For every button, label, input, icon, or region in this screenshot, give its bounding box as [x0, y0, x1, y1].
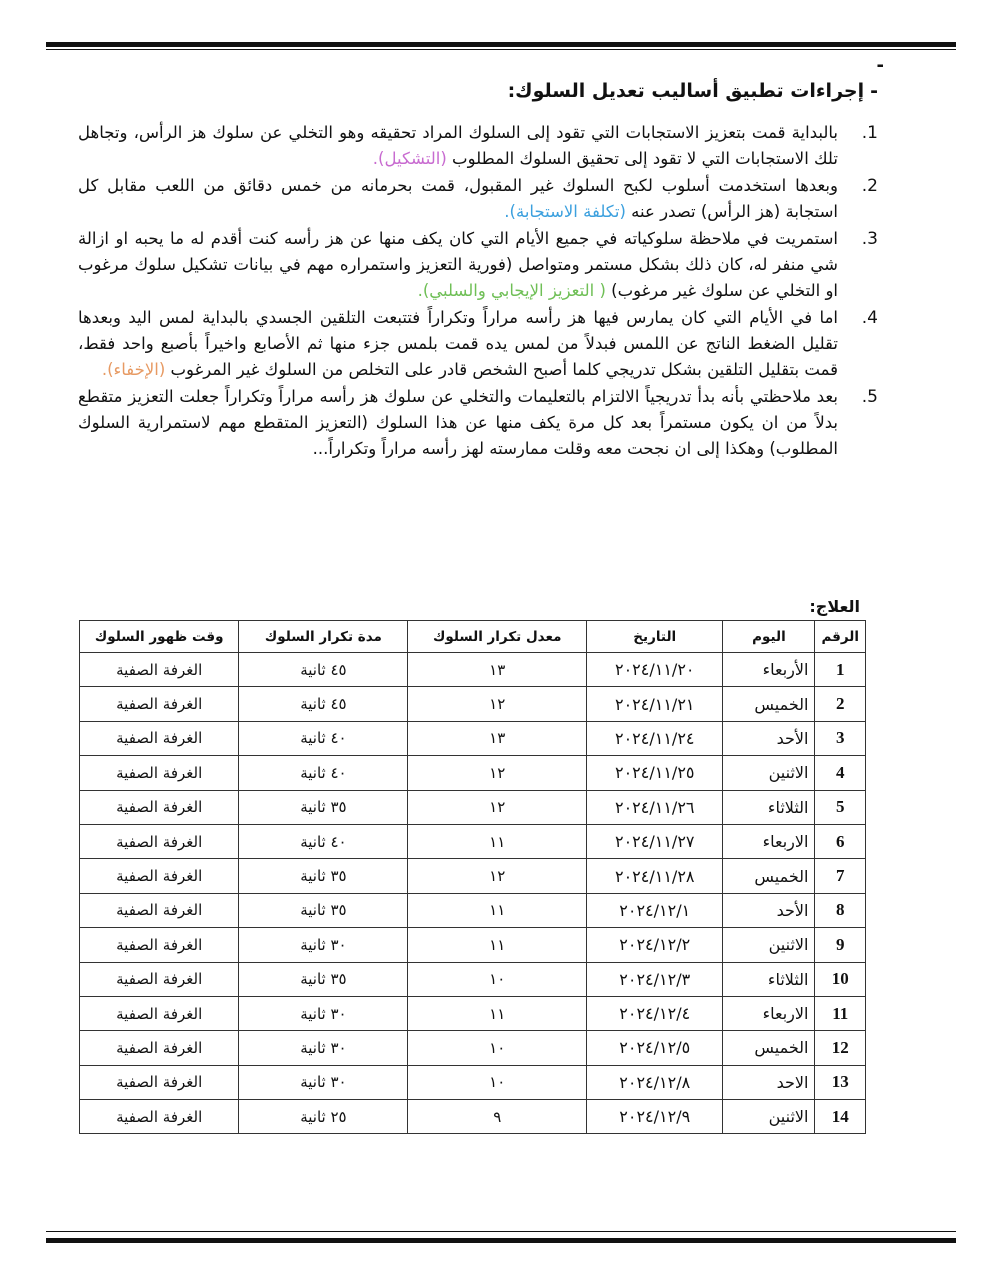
- cell-day: الأحد: [723, 721, 815, 755]
- cell-day: الاربعاء: [723, 996, 815, 1030]
- cell-time: الغرفة الصفية: [80, 687, 239, 721]
- cell-date: ٢٠٢٤/١٢/٤: [587, 996, 723, 1030]
- cell-frequency: ١٢: [408, 790, 587, 824]
- step-text: بعد ملاحظتي بأنه بدأ تدريجياً الالتزام بالتعليمات والتخلي عن سلوك هز رأسه مراراً وتكراراً جعلت التعزيز متقطع بدلاً من ان يكون مستمراً بعد كل مرة يكف منها عن هذا السلوك (التعزيز المتقطع مهم لاستمرارية السلوك المطلوب) وهكذا إلى ان نجحت معه وقلت ممارسته لهز رأسه مراراً وتكراراً...: [78, 387, 838, 458]
- cell-duration: ٣٠ ثانية: [239, 1031, 408, 1065]
- cell-duration: ٢٥ ثانية: [239, 1100, 408, 1134]
- cell-number: 4: [815, 756, 866, 790]
- cell-number: 6: [815, 824, 866, 858]
- cell-number: 10: [815, 962, 866, 996]
- cell-frequency: ١١: [408, 893, 587, 927]
- procedure-steps: [78, 120, 878, 462]
- cell-frequency: ١١: [408, 928, 587, 962]
- table-row: [80, 1100, 866, 1134]
- table-row: [80, 1031, 866, 1065]
- table-row: [80, 928, 866, 962]
- cell-frequency: ١٠: [408, 962, 587, 996]
- cell-time: الغرفة الصفية: [80, 996, 239, 1030]
- table-row: [80, 721, 866, 755]
- cell-frequency: ١٣: [408, 653, 587, 687]
- step-item: [78, 384, 878, 462]
- behavior-log-table: [79, 620, 866, 1134]
- cell-duration: ٤٠ ثانية: [239, 756, 408, 790]
- cell-day: الاثنين: [723, 756, 815, 790]
- table-body: [80, 653, 866, 1134]
- cell-frequency: ١٠: [408, 1065, 587, 1099]
- cell-number: 1: [815, 653, 866, 687]
- cell-date: ٢٠٢٤/١١/٢٥: [587, 756, 723, 790]
- cell-number: 3: [815, 721, 866, 755]
- table-header-row: [80, 621, 866, 653]
- table-row: [80, 824, 866, 858]
- cell-day: الخميس: [723, 687, 815, 721]
- step-item: [78, 226, 878, 304]
- section-heading: [78, 80, 878, 102]
- cell-time: الغرفة الصفية: [80, 893, 239, 927]
- cell-date: ٢٠٢٤/١١/٢٧: [587, 824, 723, 858]
- cell-date: ٢٠٢٤/١١/٢٦: [587, 790, 723, 824]
- cell-number: 5: [815, 790, 866, 824]
- step-technique-tag: (التشكيل).: [372, 149, 447, 168]
- step-number: 4.: [861, 308, 878, 328]
- header-duration: مدة تكرار السلوك: [239, 621, 408, 653]
- heading-text: إجراءات تطبيق أساليب تعديل السلوك:: [507, 80, 865, 102]
- step-number: 3.: [861, 229, 878, 249]
- step-text: اما في الأيام التي كان يمارس فيها هز رأسه مراراً وتكراراً فتتبعت التلقين الجسدي بالبداية لمس اليد وبعدها تقليل الضغط الناتج عن اللمس فبدلاً من لمس يده قمت بلمس جزء منها ثم الأصابع واخيراً بأصبع واحد فقط، قمت بتقليل التلقين بشكل تدريجي كلما أصبح الشخص قادر على التخلص من السلوك غير المرغوب: [78, 308, 838, 379]
- step-text: وبعدها استخدمت أسلوب لكبح السلوك غير المقبول، قمت بحرمانه من خمس دقائق من اللعب مقابل كل استجابة (هز الرأس) تصدر عنه: [78, 176, 838, 221]
- step-technique-tag: ( التعزيز الإيجابي والسلبي).: [417, 281, 606, 300]
- table-row: [80, 1065, 866, 1099]
- step-text: استمريت في ملاحظة سلوكياته في جميع الأيام التي كان يكف منها عن هز رأسه كنت أقدم له ما يحبه او ازالة شي منفر له، كان ذلك بشكل مستمر ومتواصل (فورية التعزيز واستمراره مهم في بيانات تشكيل سلوك مرغوب او التخلي عن سلوك غير مرغوب): [78, 229, 838, 300]
- table-row: [80, 687, 866, 721]
- header-date: التاريخ: [587, 621, 723, 653]
- cell-frequency: ١٢: [408, 756, 587, 790]
- cell-number: 14: [815, 1100, 866, 1134]
- cell-number: 9: [815, 928, 866, 962]
- cell-frequency: ١٠: [408, 1031, 587, 1065]
- cell-day: الاحد: [723, 1065, 815, 1099]
- cell-day: الاثنين: [723, 1100, 815, 1134]
- heading-dash: -: [870, 80, 878, 102]
- cell-time: الغرفة الصفية: [80, 928, 239, 962]
- cell-number: 12: [815, 1031, 866, 1065]
- cell-number: 11: [815, 996, 866, 1030]
- treatment-title: العلاج:: [809, 597, 860, 616]
- header-frequency: معدل تكرار السلوك: [408, 621, 587, 653]
- step-technique-tag: (الإخفاء).: [101, 360, 166, 379]
- cell-time: الغرفة الصفية: [80, 1031, 239, 1065]
- bottom-border-rule: [46, 1238, 956, 1243]
- step-technique-tag: (تكلفة الاستجابة).: [504, 202, 626, 221]
- table-row: [80, 893, 866, 927]
- cell-time: الغرفة الصفية: [80, 790, 239, 824]
- cell-date: ٢٠٢٤/١٢/٨: [587, 1065, 723, 1099]
- cell-frequency: ١٣: [408, 721, 587, 755]
- cell-time: الغرفة الصفية: [80, 824, 239, 858]
- step-number: 1.: [861, 123, 878, 143]
- cell-day: الثلاثاء: [723, 962, 815, 996]
- corner-mark: -: [876, 55, 884, 76]
- cell-day: الأربعاء: [723, 653, 815, 687]
- header-day: اليوم: [723, 621, 815, 653]
- table-row: [80, 996, 866, 1030]
- cell-time: الغرفة الصفية: [80, 1065, 239, 1099]
- cell-day: الاربعاء: [723, 824, 815, 858]
- cell-duration: ٣٥ ثانية: [239, 790, 408, 824]
- cell-day: الخميس: [723, 859, 815, 893]
- cell-time: الغرفة الصفية: [80, 653, 239, 687]
- cell-number: 8: [815, 893, 866, 927]
- step-item: [78, 120, 878, 172]
- cell-duration: ٣٠ ثانية: [239, 1065, 408, 1099]
- cell-duration: ٣٠ ثانية: [239, 996, 408, 1030]
- cell-day: الاثنين: [723, 928, 815, 962]
- cell-date: ٢٠٢٤/١٢/٩: [587, 1100, 723, 1134]
- cell-date: ٢٠٢٤/١١/٢١: [587, 687, 723, 721]
- cell-time: الغرفة الصفية: [80, 962, 239, 996]
- table-row: [80, 859, 866, 893]
- table-row: [80, 756, 866, 790]
- document-body: [78, 80, 878, 463]
- step-item: [78, 305, 878, 383]
- cell-duration: ٤٥ ثانية: [239, 653, 408, 687]
- step-number: 5.: [861, 387, 878, 407]
- cell-day: الثلاثاء: [723, 790, 815, 824]
- cell-frequency: ٩: [408, 1100, 587, 1134]
- table-row: [80, 962, 866, 996]
- cell-time: الغرفة الصفية: [80, 859, 239, 893]
- cell-date: ٢٠٢٤/١١/٢٨: [587, 859, 723, 893]
- cell-frequency: ١١: [408, 824, 587, 858]
- cell-date: ٢٠٢٤/١٢/٥: [587, 1031, 723, 1065]
- top-border-rule: [46, 42, 956, 47]
- cell-frequency: ١٢: [408, 859, 587, 893]
- cell-duration: ٣٠ ثانية: [239, 928, 408, 962]
- cell-time: الغرفة الصفية: [80, 756, 239, 790]
- cell-day: الخميس: [723, 1031, 815, 1065]
- cell-number: 2: [815, 687, 866, 721]
- cell-duration: ٤٥ ثانية: [239, 687, 408, 721]
- table-row: [80, 653, 866, 687]
- cell-number: 7: [815, 859, 866, 893]
- cell-time: الغرفة الصفية: [80, 721, 239, 755]
- header-time: وقت ظهور السلوك: [80, 621, 239, 653]
- cell-time: الغرفة الصفية: [80, 1100, 239, 1134]
- cell-date: ٢٠٢٤/١٢/٢: [587, 928, 723, 962]
- cell-duration: ٤٠ ثانية: [239, 721, 408, 755]
- cell-date: ٢٠٢٤/١٢/٣: [587, 962, 723, 996]
- cell-duration: ٤٠ ثانية: [239, 824, 408, 858]
- cell-frequency: ١٢: [408, 687, 587, 721]
- cell-date: ٢٠٢٤/١١/٢٠: [587, 653, 723, 687]
- cell-date: ٢٠٢٤/١١/٢٤: [587, 721, 723, 755]
- step-number: 2.: [861, 176, 878, 196]
- cell-duration: ٣٥ ثانية: [239, 859, 408, 893]
- step-item: [78, 173, 878, 225]
- step-text: بالبداية قمت بتعزيز الاستجابات التي تقود إلى السلوك المراد تحقيقه وهو التخلي عن سلوك هز الرأس، وتجاهل تلك الاستجابات التي لا تقود إلى تحقيق السلوك المطلوب: [78, 123, 838, 168]
- cell-duration: ٣٥ ثانية: [239, 962, 408, 996]
- cell-frequency: ١١: [408, 996, 587, 1030]
- cell-date: ٢٠٢٤/١٢/١: [587, 893, 723, 927]
- cell-duration: ٣٥ ثانية: [239, 893, 408, 927]
- cell-day: الأحد: [723, 893, 815, 927]
- cell-number: 13: [815, 1065, 866, 1099]
- header-number: الرقم: [815, 621, 866, 653]
- table-row: [80, 790, 866, 824]
